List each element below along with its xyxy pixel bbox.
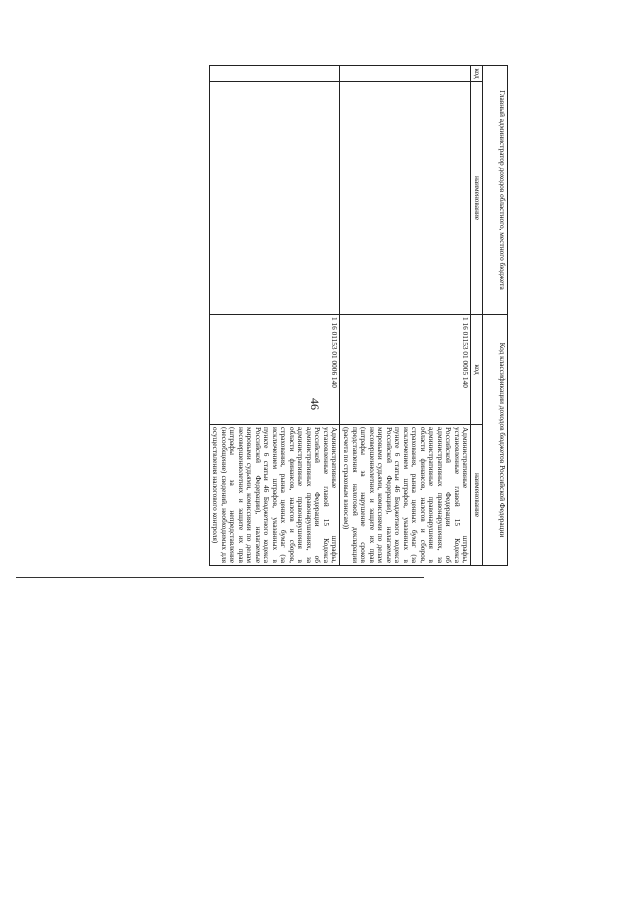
admin-code-cell bbox=[209, 66, 340, 82]
revenue-name-cell: Административные штрафы, установленные главой 15 Кодекса Российской Федерации об административных правонарушениях, за административные правонарушения в области финансов, налогов и сборов, страхования, рынка ценных бумаг (за исключением штрафов, указанных в пункте 6 статьи 46 Бюджетного кодекса Российской Федерации), налагаемые мировыми судьями, комиссиями по делам несовершеннолетних и защите их прав (штрафы за нарушение сроков представления налоговой декларации (расчета по страховым взносам)) bbox=[340, 425, 471, 566]
gap-row bbox=[508, 66, 517, 566]
admin-code-header: код bbox=[471, 66, 483, 82]
admin-group-header: Главный администратор доходов областного, местного бюджета bbox=[483, 66, 508, 315]
rotated-table-container bbox=[211, 65, 516, 565]
table-row bbox=[209, 66, 340, 566]
revenue-code-cell: 1 16 01153 01 0006 140 bbox=[209, 315, 340, 425]
admin-name-cell bbox=[340, 82, 471, 315]
budget-revenue-table bbox=[209, 65, 516, 566]
admin-name-cell bbox=[209, 82, 340, 315]
admin-code-cell bbox=[340, 66, 471, 82]
column-header-row bbox=[471, 66, 483, 566]
class-name-header: наименование bbox=[471, 425, 483, 566]
admin-name-header: наименование bbox=[471, 82, 483, 315]
page-number: 46 bbox=[308, 398, 322, 410]
revenue-name-cell: Административные штрафы, установленные главой 15 Кодекса Российской Федерации об административных правонарушениях, за административные правонарушения в области финансов, налогов и сборов, страхования, рынка ценных бумаг (за исключением штрафов, указанных в пункте 6 статьи 46 Бюджетного кодекса Российской Федерации), налагаемые мировыми судьями, комиссиями по делам несовершеннолетних и защите их прав (штрафы за непредставление (несообщение) сведений, необходимых для осуществления налогового контроля) bbox=[209, 425, 340, 566]
class-code-header: код bbox=[471, 315, 483, 425]
revenue-code-cell: 1 16 01153 01 0005 140 bbox=[340, 315, 471, 425]
footer-rule bbox=[16, 577, 424, 578]
classification-group-header: Код классификации доходов бюджетов Российской Федерации bbox=[483, 315, 508, 566]
group-header-row bbox=[483, 66, 508, 566]
table-row bbox=[340, 66, 471, 566]
